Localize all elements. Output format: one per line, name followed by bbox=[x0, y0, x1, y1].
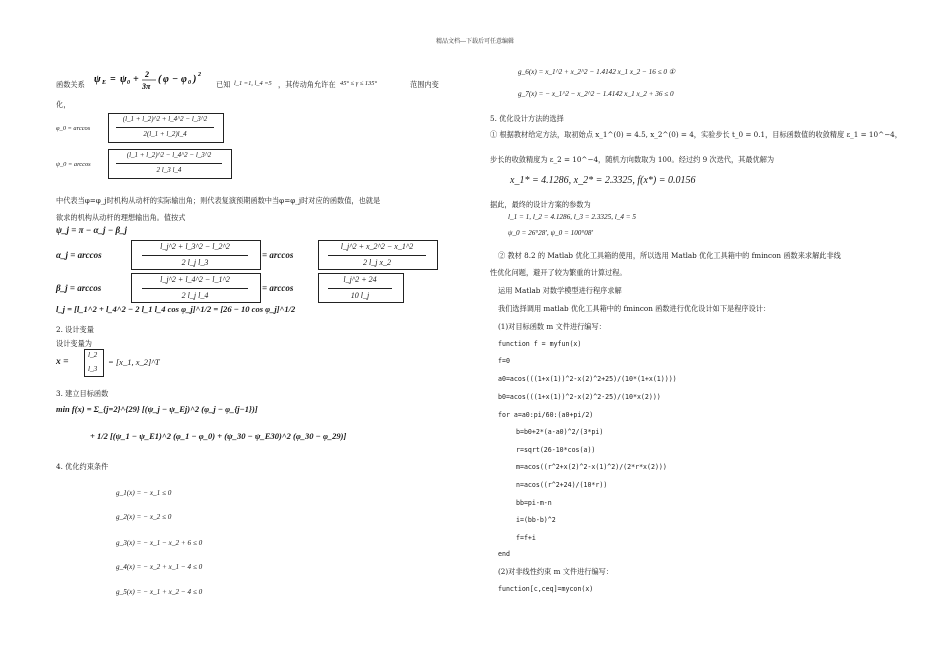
code-loop-line: b=b0+2*(a-a0)^2/(3*pi) bbox=[516, 428, 604, 436]
code-line: for a=a0:pi/60:(a0+pi/2) bbox=[498, 411, 594, 419]
given-suffix: 范围内变 bbox=[410, 80, 439, 89]
code-line: b0=acos(((1+x(1))^2-x(2)^2-25)/(10*x(2))) bbox=[498, 393, 661, 401]
objective-line-2: + 1/2 [(ψ_1 − ψ_E1)^2 (φ_1 − φ_0) + (ψ_30 − ψ_E30)^2 (φ_30 − φ_29)] bbox=[90, 431, 347, 441]
section-2-title: 2. 设计变量 bbox=[56, 325, 94, 334]
code-loop-line: f=f+i bbox=[516, 534, 536, 542]
alpha-fraction-line-2 bbox=[328, 255, 426, 256]
constraint-g1: g_1(x) = − x_1 ≤ 0 bbox=[116, 489, 172, 497]
code-loop-line: bb=pi-m-n bbox=[516, 499, 552, 507]
phi0-fraction-line bbox=[116, 127, 214, 128]
section-5-title: 5. 优化设计方法的选择 bbox=[490, 114, 564, 123]
code-loop-line: m=acos((r^2+x(2)^2-x(1)^2)/(2*r*x(2))) bbox=[516, 463, 667, 471]
section-3-title: 3. 建立目标函数 bbox=[56, 389, 109, 398]
x-vector-rhs: = [x_1, x_2]^T bbox=[108, 357, 160, 367]
svg-text:−: − bbox=[172, 74, 179, 85]
svg-text:): ) bbox=[193, 74, 197, 85]
psi-j-equation: ψ_j = π − α_j − β_j bbox=[56, 225, 128, 235]
given-values: l_1 =1, l_4 =5 bbox=[234, 80, 272, 87]
constraint-g2: g_2(x) = − x_2 ≤ 0 bbox=[116, 513, 172, 521]
final-design-intro: 据此，最终的设计方案的参数为 bbox=[490, 200, 591, 209]
svg-text:φ: φ bbox=[181, 74, 187, 85]
matlab-solve-line: 运用 Matlab 对数学模型进行程序求解 bbox=[498, 286, 622, 295]
given-angle-range: 45° ≤ γ ≤ 135° bbox=[340, 80, 378, 87]
svg-text:3π: 3π bbox=[142, 82, 151, 91]
x-vector-top: l_2 bbox=[88, 351, 98, 359]
beta-fraction-line-2 bbox=[328, 288, 392, 289]
objective-line-1: min f(x) = Σ_{j=2}^{29} [(ψ_j − ψ_Ej)^2 (φ_j − φ_{j−1})] bbox=[56, 404, 258, 414]
constraint-g5: g_5(x) = − x_1 + x_2 − 4 ≤ 0 bbox=[116, 588, 203, 596]
final-params-line-2: ψ_0 = 26°28′, ψ_0 = 100°08′ bbox=[508, 229, 594, 237]
constraint-mfile-heading: (2)对非线性约束 m 文件进行编写： bbox=[498, 567, 614, 576]
svg-text:(: ( bbox=[158, 74, 162, 85]
final-params-line-1: l_1 = 1, l_2 = 4.1286, l_3 = 2.3325, l_4 = 5 bbox=[508, 213, 637, 221]
svg-text:2: 2 bbox=[198, 72, 201, 78]
given-middle: ，其传动角允许在 bbox=[278, 80, 336, 89]
svg-text:2: 2 bbox=[145, 70, 149, 79]
psi0-denominator: 2 l_3 l_4 bbox=[156, 166, 182, 174]
code-end: end bbox=[498, 550, 510, 558]
phi0-denominator: 2(l_1 + l_2)l_4 bbox=[143, 130, 187, 138]
paragraph-1-line-1: 中代表当φ=φ_j时机构从动杆的实际输出角；则代表复演预期函数中当φ=φ_j时对应的函数值，也就是 bbox=[56, 196, 381, 205]
beta-denominator-1: 2 l_j l_4 bbox=[181, 291, 209, 300]
beta-numerator-1: l_j^2 + l_4^2 − l_1^2 bbox=[160, 275, 230, 284]
given-continued: 化， bbox=[56, 100, 71, 109]
method-paragraph-line-2: 步长的收敛精度为 ε_2 = 10^−4，随机方向数取为 100。经过约 9 次迭代，其最优解为 bbox=[490, 155, 775, 164]
alpha-fraction-line-1 bbox=[142, 255, 248, 256]
beta-lhs: β_j = arccos bbox=[56, 283, 102, 293]
beta-denominator-2: 10 l_j bbox=[350, 291, 370, 300]
alpha-numerator-1: l_j^2 + l_3^2 − l_2^2 bbox=[160, 242, 230, 251]
code-loop-line: r=sqrt(26-10*cos(a)) bbox=[516, 446, 596, 454]
code-line: a0=acos(((1+x(1))^2-x(2)^2+25)/(10*(1+x(1)))) bbox=[498, 375, 677, 383]
alpha-lhs: α_j = arccos bbox=[56, 250, 102, 260]
paragraph-1-line-2: 欲求的机构从动杆的理想输出角。值按式 bbox=[56, 213, 186, 222]
svg-text:=: = bbox=[110, 74, 116, 85]
optimum-result: x_1* = 4.1286, x_2* = 2.3325, f(x*) = 0.0156 bbox=[510, 175, 696, 186]
svg-text:0: 0 bbox=[188, 80, 191, 86]
code-line: function f = myfun(x) bbox=[498, 340, 582, 348]
l-j-equation: l_j = [l_1^2 + l_4^2 − 2 l_1 l_4 cos φ_j]^1/2 = [26 − 10 cos φ_j]^1/2 bbox=[56, 304, 296, 314]
constraint-g7: g_7(x) = − x_1^2 − x_2^2 − 1.4142 x_1 x_2 + 36 ≤ 0 bbox=[518, 90, 674, 98]
svg-text:ψ: ψ bbox=[94, 74, 101, 85]
phi0-lhs: φ_0 = arccos bbox=[56, 125, 91, 132]
svg-text:φ: φ bbox=[163, 74, 169, 85]
beta-numerator-2: l_j^2 + 24 bbox=[343, 275, 377, 284]
header-watermark: 精品文档---下载后可任意编辑 bbox=[435, 38, 515, 45]
matlab-paragraph-line-1: ② 教材 8.2 的 Matlab 优化工具箱的使用，所以选用 Matlab 优化工具箱中的 fmincon 函数来求解此非线 bbox=[498, 251, 841, 260]
alpha-denominator-1: 2 l_j l_3 bbox=[181, 258, 209, 267]
psi0-numerator: (l_1 + l_2)^2 − l_4^2 − l_3^2 bbox=[126, 151, 212, 159]
x-vector-bottom: l_3 bbox=[88, 365, 98, 373]
svg-text:0: 0 bbox=[127, 80, 130, 86]
section-4-title: 4. 优化约束条件 bbox=[56, 462, 109, 471]
x-vector-lhs: x = bbox=[56, 357, 69, 367]
alpha-numerator-2: l_j^2 + x_2^2 − x_1^2 bbox=[340, 242, 414, 251]
svg-text:ψ: ψ bbox=[120, 74, 127, 85]
constraint-g6: g_6(x) = x_1^2 + x_2^2 − 1.4142 x_1 x_2 − 16 ≤ 0 ① bbox=[518, 68, 676, 76]
fmincon-intro: 我们选择调用 matlab 优化工具箱中的 fmincon 函数进行优化设计如下是程序设计： bbox=[498, 304, 771, 313]
svg-text:+: + bbox=[133, 74, 139, 85]
method-paragraph-line-1: ① 根据教材给定方法，取初始点 x_1^(0) = 4.5, x_2^(0) = 4，实验步长 t_0 = 0.1，目标函数值的收敛精度 ε_1 = 10^−4， bbox=[490, 130, 902, 139]
constraint-g4: g_4(x) = − x_2 + x_1 − 4 ≤ 0 bbox=[116, 563, 203, 571]
matlab-paragraph-line-2: 性优化问题，避开了较为繁重的计算过程。 bbox=[490, 268, 627, 277]
code-loop-line: i=(bb-b)^2 bbox=[516, 516, 556, 524]
psi0-fraction-line bbox=[116, 163, 222, 164]
beta-fraction-line-1 bbox=[142, 288, 248, 289]
given-prefix: 已知 bbox=[216, 80, 231, 89]
phi0-numerator: (l_1 + l_2)^2 + l_4^2 − l_3^2 bbox=[122, 115, 208, 123]
section-2-text: 设计变量为 bbox=[56, 339, 92, 348]
constraint-g3: g_3(x) = − x_1 − x_2 + 6 ≤ 0 bbox=[116, 539, 203, 547]
beta-equals: = arccos bbox=[262, 283, 294, 293]
psi0-lhs: ψ_0 = arccos bbox=[56, 161, 91, 168]
objective-mfile-heading: (1)对目标函数 m 文件进行编写： bbox=[498, 322, 606, 331]
svg-text:E: E bbox=[102, 80, 107, 86]
code-line: function[c,ceq]=mycon(x) bbox=[498, 585, 594, 593]
alpha-equals: = arccos bbox=[262, 250, 294, 260]
code-loop-line: n=acos((r^2+24)/(10*r)) bbox=[516, 481, 608, 489]
intro-label: 函数关系 bbox=[56, 80, 85, 89]
alpha-denominator-2: 2 l_j x_2 bbox=[363, 258, 391, 267]
code-line: f=0 bbox=[498, 357, 510, 365]
